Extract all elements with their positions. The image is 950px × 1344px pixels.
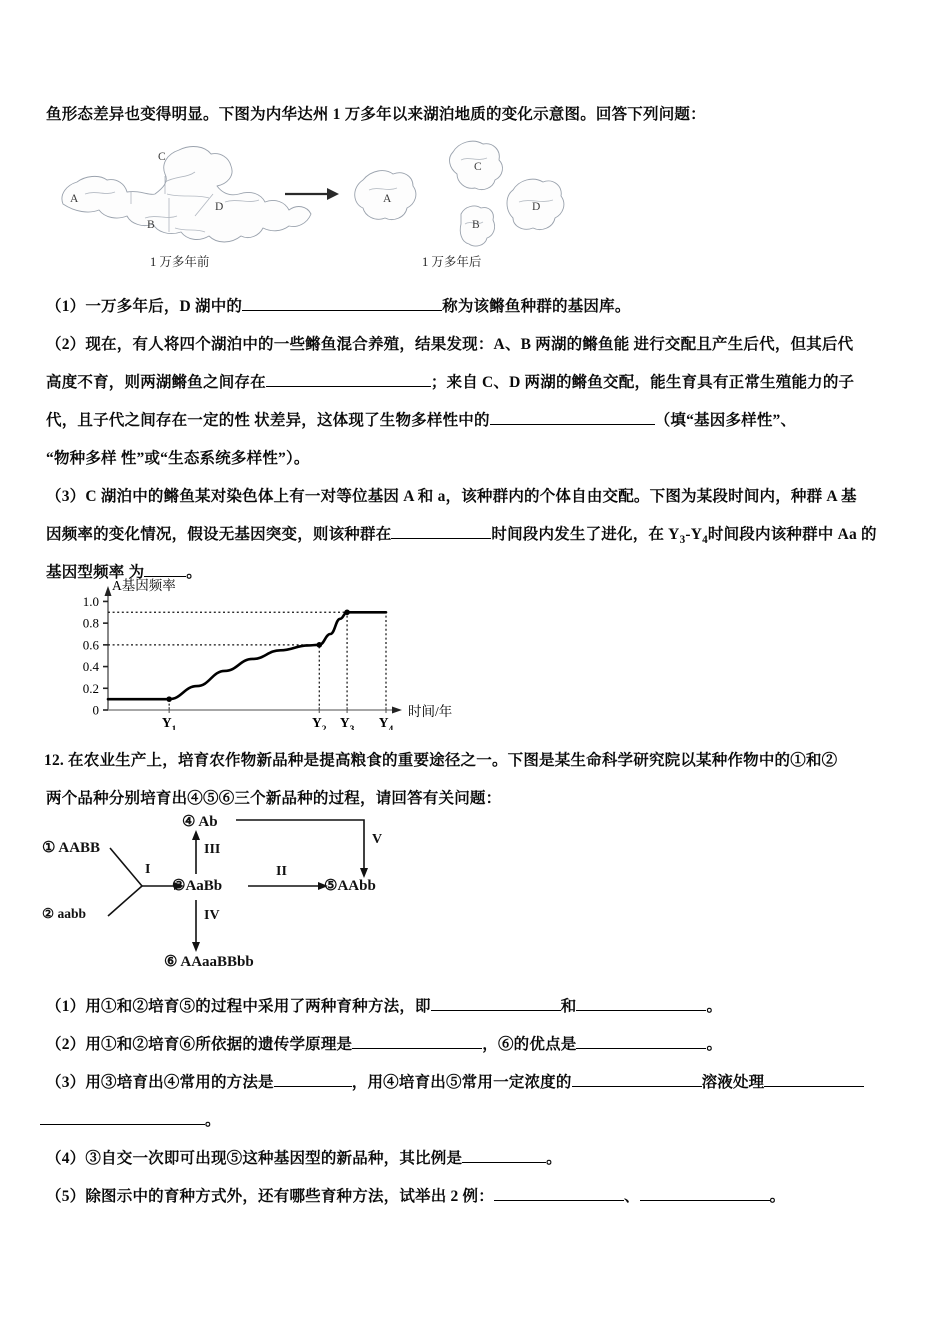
lake-label-d-before: D — [215, 201, 224, 213]
lake-label-b-after: B — [472, 219, 480, 231]
q12-sub1 — [46, 988, 926, 1026]
x-tick-label-1: $Y_2$ — [312, 715, 327, 730]
breeding-node-6: ⑥ AAaaBBbb — [164, 954, 254, 970]
data-marker-2 — [344, 609, 350, 615]
data-marker-0 — [166, 696, 172, 702]
q11-sub3-line2 — [46, 516, 926, 559]
q12-sub1-suffix: 。 — [706, 998, 723, 1015]
q11-sub2-line1: （2）现在，有人将四个湖泊中的一些鳉鱼混合养殖，结果发现：A、B 两湖的鳉鱼能 进行交配且产生后代，但其后代 — [46, 336, 854, 353]
q12-sub3-blank3[interactable] — [764, 1086, 864, 1087]
q11-sub1-blank[interactable] — [242, 310, 442, 311]
lake-geology-figure — [45, 132, 565, 277]
q11-sub2-line3-prefix: 代，且子代之间存在一定的性 状差异，这体现了生物多样性中的 — [46, 412, 490, 429]
breeding-node-4: ④ Ab — [182, 814, 218, 830]
q12-sub5-suffix: 。 — [769, 1188, 786, 1205]
gene-frequency-chart-svg — [46, 578, 476, 730]
q12-sub4 — [46, 1140, 926, 1178]
gene-frequency-curve — [108, 612, 386, 699]
q11-sub3-blank2[interactable] — [144, 576, 186, 577]
gene-frequency-chart — [46, 578, 476, 730]
q11-sub2-line4 — [46, 440, 926, 478]
x-tick-label-3: $Y_4$ — [378, 715, 394, 730]
q12-stem-line2-text: 两个品种分别培育出④⑤⑥三个新品种的过程，请回答有关问题： — [46, 790, 502, 807]
q12-sub3-line2 — [40, 1102, 920, 1140]
breeding-node-3: ③AaBb — [172, 878, 223, 894]
q12-sub3-prefix: （3）用③培育出④常用的方法是 — [46, 1074, 274, 1091]
q12-sub1-mid: 和 — [560, 998, 577, 1015]
breeding-flow-figure — [32, 812, 462, 980]
q12-sub1-blank1[interactable] — [431, 1010, 561, 1011]
lake-label-c-after: C — [474, 161, 482, 173]
q12-sub2-prefix: （2）用①和②培育⑥所依据的遗传学原理是 — [46, 1036, 353, 1053]
q12-sub4-suffix: 。 — [546, 1150, 562, 1167]
transition-arrow — [285, 188, 339, 200]
y-axis-tick-labels — [83, 594, 100, 718]
x-tick-label-2: $Y_3$ — [339, 715, 355, 730]
y-axis-title: A基因频率 — [112, 578, 176, 593]
x-axis-arrowhead — [392, 707, 402, 714]
intro-paragraph — [46, 96, 906, 134]
q11-sub3-blank1[interactable] — [391, 538, 491, 539]
y-tick-label-0: 1.0 — [82, 593, 99, 609]
q12-sub3-blank1[interactable] — [274, 1086, 352, 1087]
breeding-node-5: ⑤AAbb — [324, 878, 376, 894]
q12-sub1-blank2[interactable] — [576, 1010, 706, 1011]
q12-sub3-line1 — [46, 1064, 926, 1102]
breeding-step-III: III — [204, 842, 221, 857]
q11-sub3-sub1: 3 — [679, 534, 686, 547]
y-tick-label-1: 0.8 — [82, 615, 99, 631]
q12-sub2-mid: ，⑥的优点是 — [482, 1036, 577, 1053]
lake-label-d-after: D — [532, 201, 541, 213]
q11-sub3-line2-prefix: 因频率的变化情况，假设无基因突变，则该种群在 — [46, 526, 392, 543]
q11-sub3-sub2: 4 — [702, 534, 708, 547]
x-tick-label-0: $Y_1$ — [161, 715, 177, 730]
lake-diagram-svg — [45, 132, 565, 277]
lake-label-a-before: A — [70, 193, 79, 205]
q11-sub1 — [46, 288, 916, 326]
q11-sub2-line3-suffix: （填“基因多样性”、 — [654, 412, 797, 429]
breeding-step-IV: IV — [204, 908, 220, 923]
q12-sub4-blank[interactable] — [462, 1162, 546, 1163]
arrow-node4-to-node5 — [236, 820, 364, 870]
lake-mass-before — [62, 147, 311, 242]
arrow-from-node1 — [110, 848, 142, 886]
q12-sub3-line2-suffix: 。 — [205, 1112, 221, 1129]
q12-sub4-prefix: （4）③自交一次即可出现⑤这种基因型的新品种，其比例是 — [46, 1150, 463, 1167]
y-axis-arrowhead — [105, 586, 112, 596]
x-axis-title: 时间/年 — [408, 704, 453, 719]
arrowhead-to-node6 — [192, 942, 200, 952]
q12-sub5-blank1[interactable] — [494, 1200, 624, 1201]
chart-gridlines — [108, 612, 386, 645]
q11-sub2-line2-prefix: 高度不育，则两湖鳉鱼之间存在 — [46, 374, 266, 391]
q11-sub2 — [46, 326, 926, 364]
intro-text: 鱼形态差异也变得明显。下图为内华达州 1 万多年以来湖泊地质的变化示意图。回答下列问题： — [46, 106, 706, 123]
q11-sub1-prefix: （1）一万多年后，D 湖中的 — [46, 298, 243, 315]
q12-sub5-prefix: （5）除图示中的育种方式外，还有哪些育种方法，试举出 2 例： — [46, 1188, 494, 1205]
q12-stem-line1 — [44, 742, 924, 780]
q11-sub3-line2-suffix: 时间段内该种群中 Aa 的 — [707, 526, 877, 543]
q12-sub2-suffix: 。 — [706, 1036, 723, 1053]
q11-sub2-line2-suffix: ；来自 C、D 两湖的鳉鱼交配，能生育具有正常生殖能力的子 — [430, 374, 855, 391]
q12-sub3-blank4[interactable] — [40, 1124, 205, 1125]
breeding-node-1: ① AABB — [42, 840, 101, 856]
q12-sub5 — [46, 1178, 926, 1216]
chart-x-droplines — [169, 612, 386, 713]
lake-label-b-before: B — [147, 219, 155, 231]
q12-sub3-blank2[interactable] — [572, 1086, 702, 1087]
q11-sub3-line2-mid: 时间段内发生了进化，在 Y — [491, 526, 680, 543]
q11-sub2-line4-text: “物种多样 性”或“生态系统多样性”）。 — [46, 450, 310, 467]
q12-sub3-mid: ，用④培育出⑤常用一定浓度的 — [351, 1074, 572, 1091]
q12-sub2 — [46, 1026, 926, 1064]
arrowhead-to-node4 — [192, 830, 200, 840]
q12-stem-line1-text: 12. 在农业生产上，培育农作物新品种是提高粮食的重要途径之一。下图是某生命科学研究院以某种作物中的①和② — [44, 752, 838, 769]
breeding-node-2: ② aabb — [42, 906, 86, 921]
y-axis-ticks — [103, 601, 108, 710]
q11-sub2-blank1[interactable] — [266, 386, 431, 387]
lake-caption-after: 1 万多年后 — [422, 255, 482, 269]
breeding-step-I: I — [145, 862, 151, 877]
q11-sub3-line1 — [46, 478, 926, 516]
q11-sub2-line3 — [46, 402, 926, 440]
q11-sub3-line2-mid2: -Y — [685, 526, 703, 543]
q12-sub5-mid: 、 — [623, 1188, 640, 1205]
y-tick-label-2: 0.6 — [82, 637, 99, 653]
y-tick-label-3: 0.4 — [82, 659, 99, 675]
q12-sub2-blank2[interactable] — [576, 1048, 706, 1049]
x-axis-tick-labels — [162, 715, 394, 730]
y-tick-label-4: 0.2 — [82, 680, 99, 696]
q11-sub2-line2 — [46, 364, 926, 402]
q12-sub3-mid2: 溶液处理 — [701, 1074, 765, 1091]
q11-sub1-suffix: 称为该鳉鱼种群的基因库。 — [442, 298, 631, 315]
lake-label-a-after: A — [383, 193, 392, 205]
q12-sub5-blank2[interactable] — [640, 1200, 770, 1201]
q11-sub3-line1-text: （3）C 湖泊中的鳉鱼某对染色体上有一对等位基因 A 和 a，该种群内的个体自由交配。下图为某段时间内，种群 A 基 — [46, 488, 857, 505]
data-marker-1 — [316, 642, 322, 648]
q11-sub3-line3-prefix: 基因型频率 为 — [46, 564, 145, 581]
q12-sub2-blank1[interactable] — [352, 1048, 482, 1049]
q12-sub1-prefix: （1）用①和②培育⑤的过程中采用了两种育种方法，即 — [46, 998, 431, 1015]
gene-frequency-markers — [166, 609, 350, 701]
breeding-step-V: V — [372, 832, 383, 847]
arrow-from-node2 — [108, 886, 142, 916]
lake-caption-before: 1 万多年前 — [150, 255, 210, 269]
y-tick-label-5: 0 — [92, 702, 99, 718]
q11-sub2-blank2[interactable] — [490, 424, 655, 425]
q11-sub3-line3-suffix: 。 — [186, 564, 202, 581]
breeding-step-II: II — [276, 864, 287, 879]
lake-label-c-before: C — [158, 151, 166, 163]
